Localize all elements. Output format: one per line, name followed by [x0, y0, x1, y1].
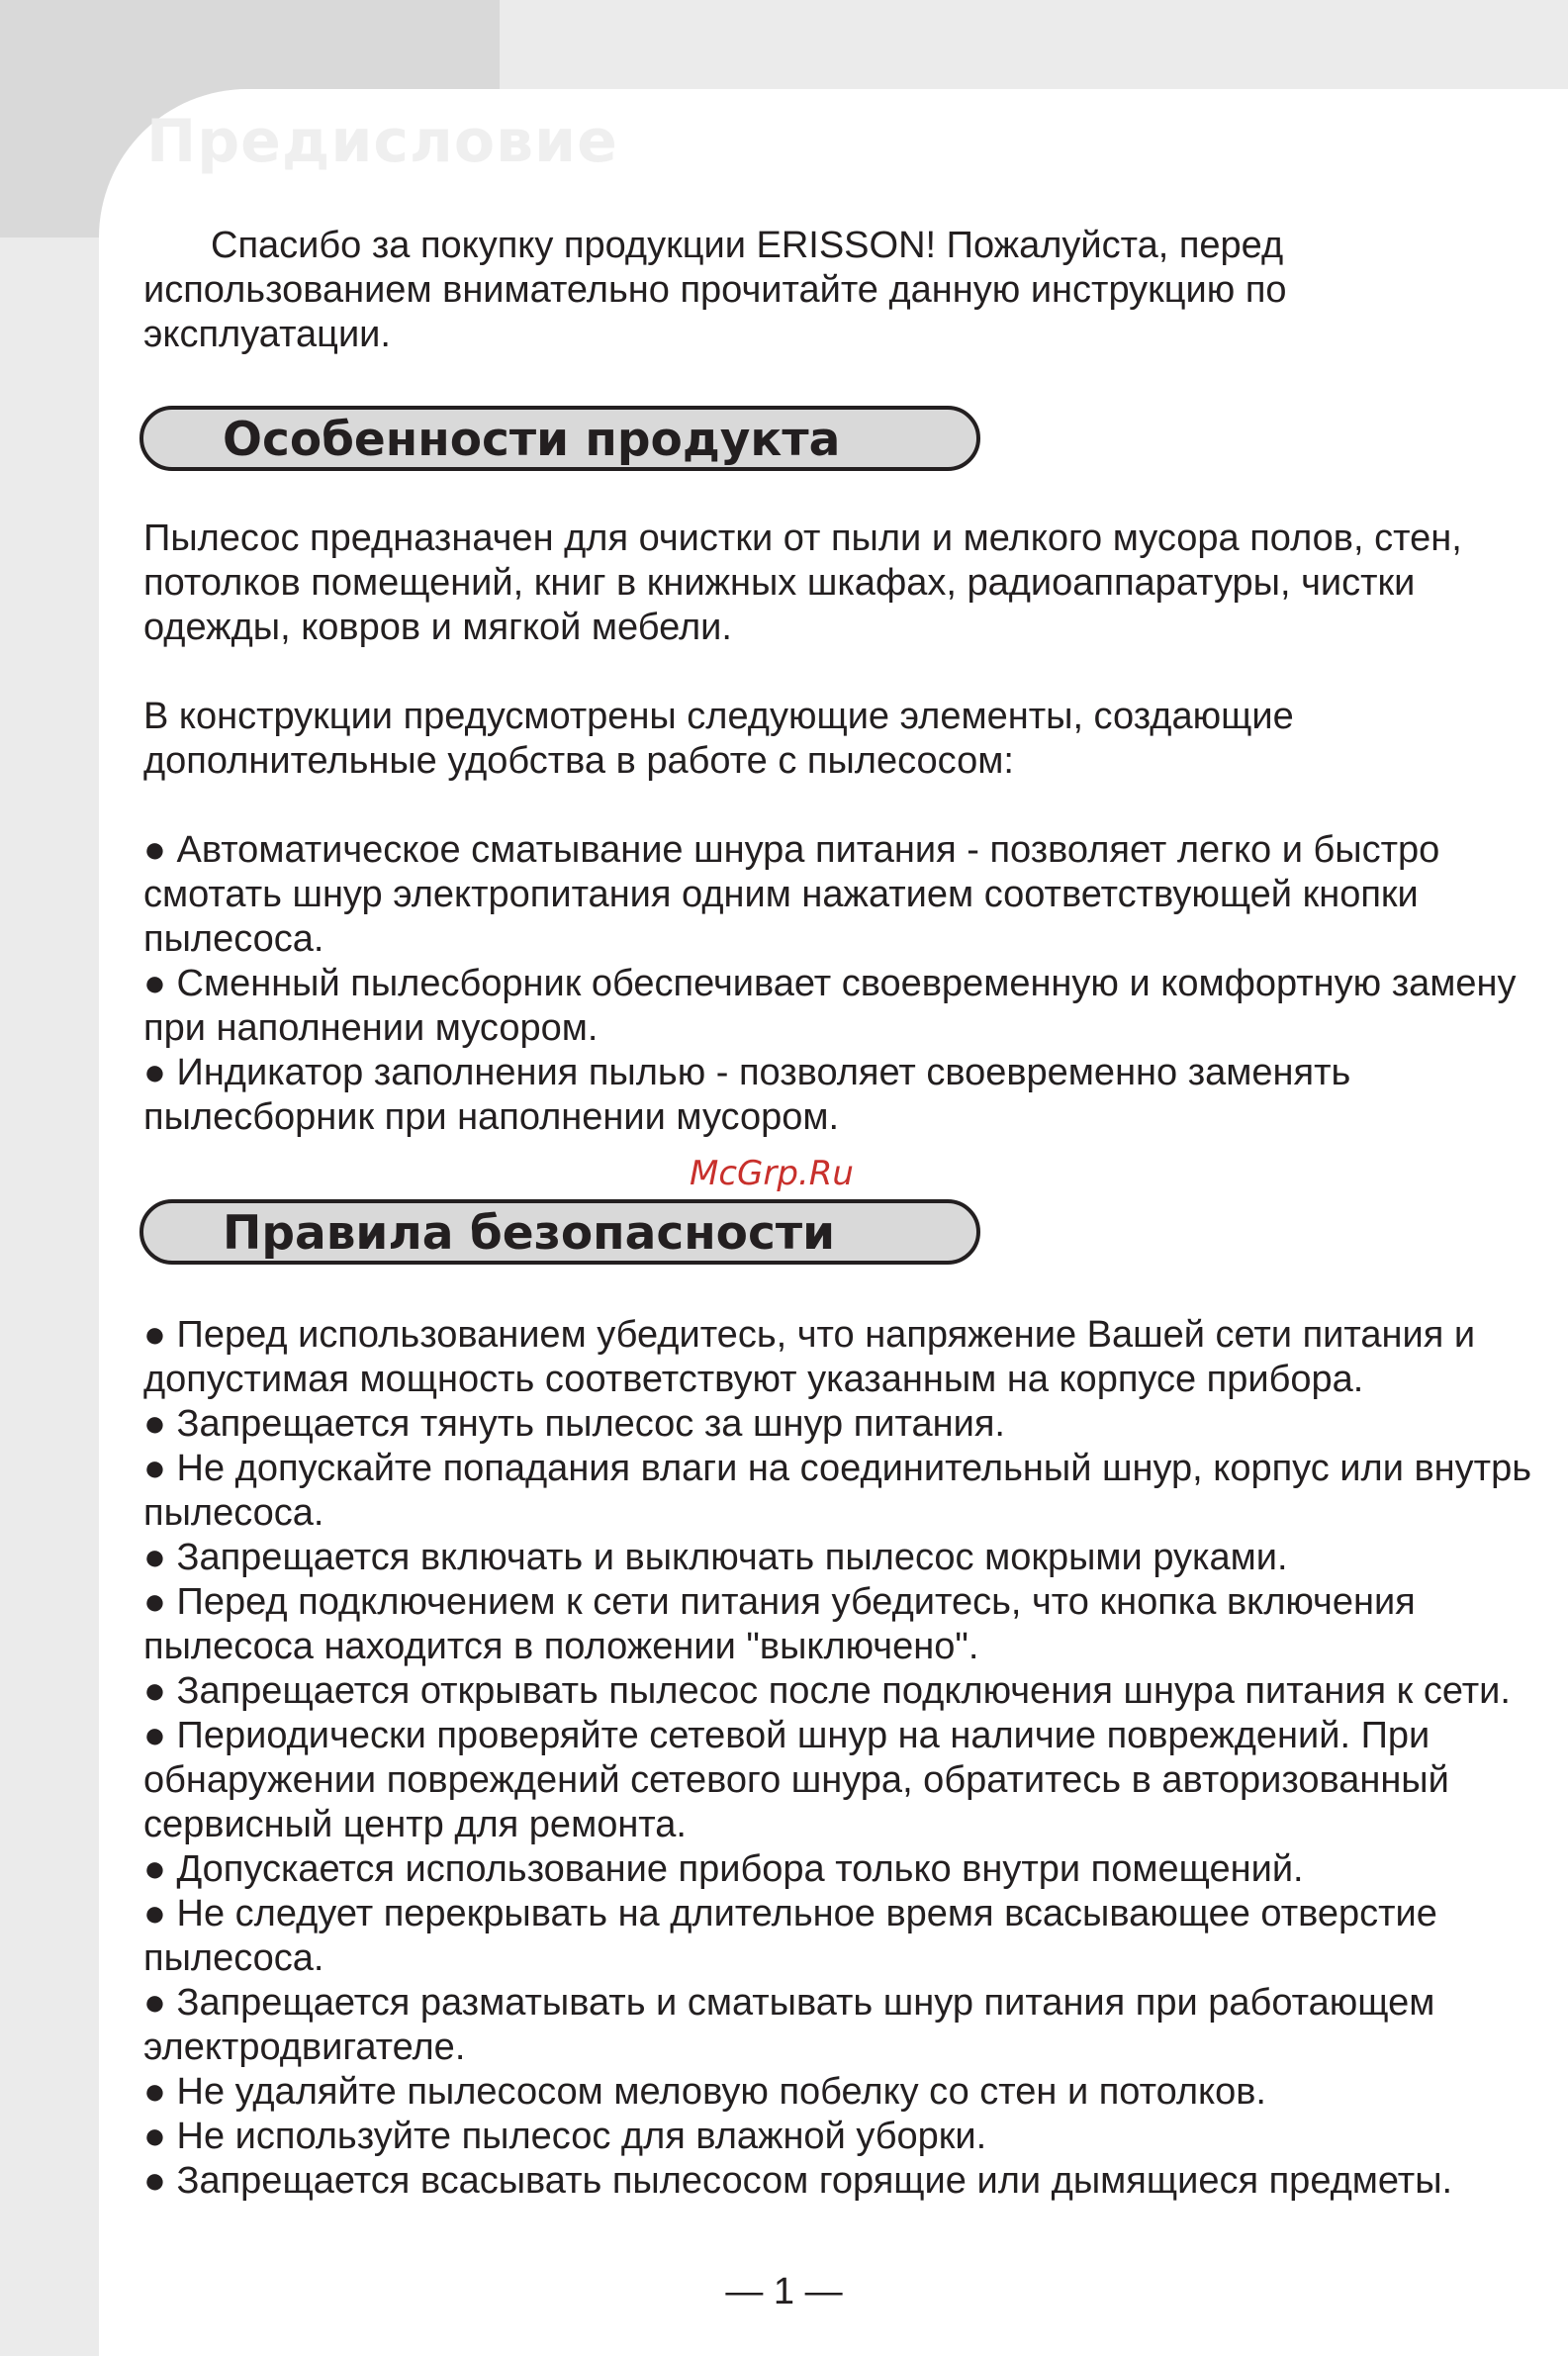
page-number: — 1 — [725, 2271, 843, 2312]
features-elements-intro: В конструкции предусмотрены следующие элементы, создающие дополнительные удобства в работе с пылесосом: [143, 696, 1294, 782]
safety-item: ● Запрещается разматывать и сматывать шнур питания при работающем электродвигателе. [143, 1982, 1435, 2068]
safety-item: ● Перед подключением к сети питания убедитесь, что кнопка включения пылесоса находится в положении "выключено". [143, 1581, 1416, 1667]
safety-item: ● Запрещается всасывать пылесосом горящие или дымящиеся предметы. [143, 2160, 1453, 2202]
watermark: McGrp.Ru [690, 1154, 854, 1193]
features-intro: Пылесос предназначен для очистки от пыли и мелкого мусора полов, стен, потолков помещений, книг в книжных шкафах, радиоаппаратуры, чистки одежды, ковров и мягкой мебели. [143, 518, 1462, 648]
features-heading-pill [139, 406, 980, 471]
top-strip [500, 0, 1568, 89]
safety-item: ● Допускается использование прибора только внутри помещений. [143, 1848, 1304, 1890]
preface-text-block [143, 224, 1370, 357]
safety-item: ● Запрещается открывать пылесос после подключения шнура питания к сети. [143, 1670, 1511, 1712]
features-text-block [143, 517, 1558, 1140]
safety-heading-pill [139, 1199, 980, 1265]
safety-item: ● Перед использованием убедитесь, что напряжение Вашей сети питания и допустимая мощность соответствуют указанным на корпусе прибора. [143, 1314, 1476, 1400]
safety-item: ● Запрещается включать и выключать пылесос мокрыми руками. [143, 1537, 1288, 1578]
features-item: ● Автоматическое сматывание шнура питания - позволяет легко и быстро смотать шнур электропитания одним нажатием соответствующей кнопки пылесоса. [143, 829, 1440, 960]
safety-text-block [143, 1313, 1558, 2204]
safety-item: ● Не допускайте попадания влаги на соединительный шнур, корпус или внутрь пылесоса. [143, 1448, 1531, 1534]
safety-heading: Правила безопасности [223, 1206, 836, 1261]
features-heading: Особенности продукта [223, 413, 841, 467]
safety-item: ● Не следует перекрывать на длительное время всасывающее отверстие пылесоса. [143, 1893, 1437, 1979]
safety-item: ● Запрещается тянуть пылесос за шнур питания. [143, 1403, 1005, 1445]
preface-text: Спасибо за покупку продукции ERISSON! Пожалуйста, перед использованием внимательно прочитайте данную инструкцию по эксплуатации. [143, 225, 1287, 355]
safety-item: ● Не используйте пылесос для влажной уборки. [143, 2116, 987, 2157]
features-item: ● Сменный пылесборник обеспечивает своевременную и комфортную замену при наполнении мусором. [143, 963, 1517, 1049]
preface-title: Предисловие [146, 107, 618, 176]
features-item: ● Индикатор заполнения пылью - позволяет своевременно заменять пылесборник при наполнении мусором. [143, 1052, 1351, 1138]
safety-item: ● Периодически проверяйте сетевой шнур на наличие повреждений. При обнаружении повреждений сетевого шнура, обратитесь в авторизованный сервисный центр для ремонта. [143, 1715, 1449, 1845]
safety-item: ● Не удаляйте пылесосом меловую побелку со стен и потолков. [143, 2071, 1266, 2113]
